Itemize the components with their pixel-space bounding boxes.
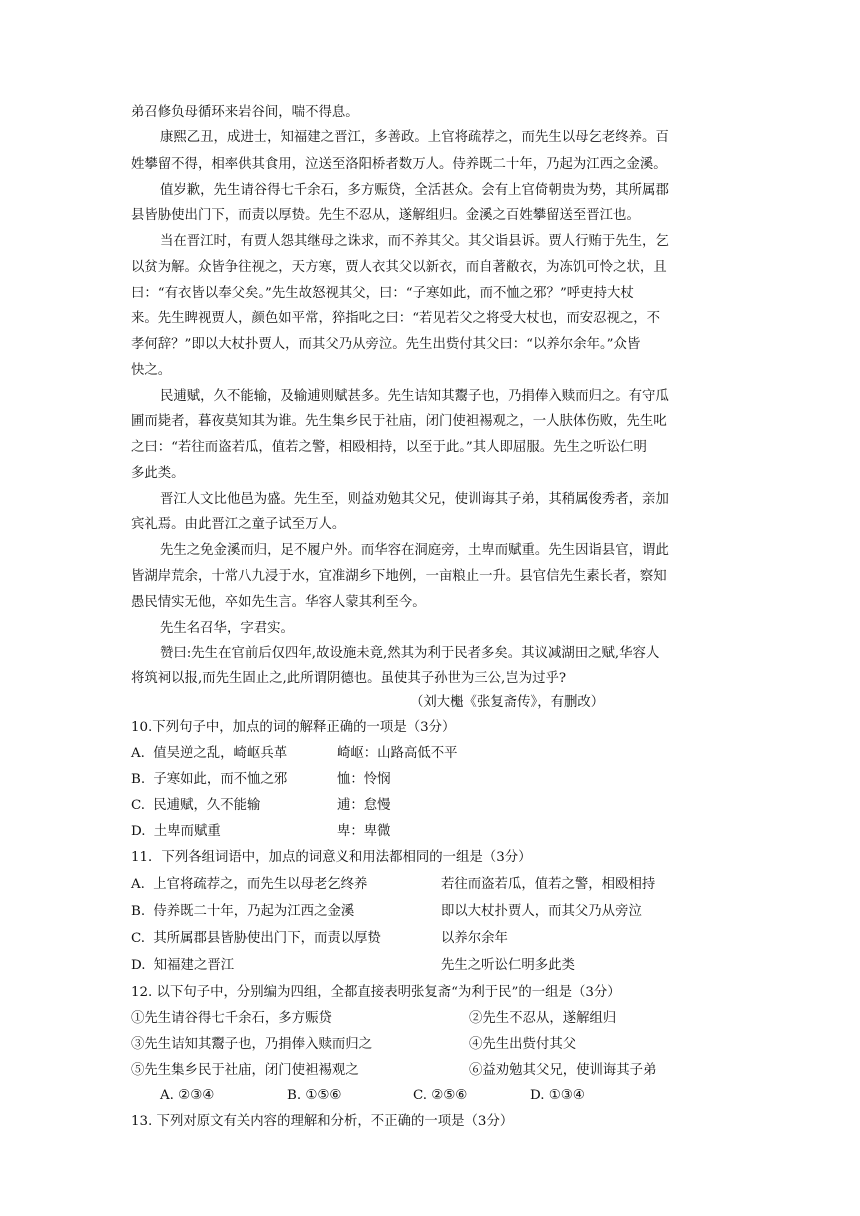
q10-option-b — [131, 771, 287, 789]
q11-option-d — [131, 957, 234, 975]
option-text: 值吴逆之乱，崎岖兵革 — [153, 746, 288, 761]
q10-gloss-c: 逋：怠慢 — [337, 798, 391, 813]
passage-line: 以贫为解。众皆争往视之，天方寒，贾人衣其父以新衣，而自著敝衣，为冻饥可怜之状，且 — [131, 260, 667, 275]
passage-line: 孝何辞？”即以大杖扑贾人，而其父乃从旁泣。先生出赀付其父曰：“以养尔余年。”众皆 — [131, 337, 641, 352]
q12-item: ③先生诘知其鬻子也，乃捐俸入赎而归之 — [131, 1037, 373, 1052]
passage-line: 值岁歉，先生请谷得七千余石，多方赈贷，全活甚众。会有上官倚朝贵为势，其所属郡 — [160, 183, 669, 198]
q11-option-c — [131, 930, 381, 948]
option-letter: C. — [131, 798, 146, 813]
passage-line: 弟召修负母循环来岩谷间，喘不得息。 — [131, 105, 359, 120]
question-13-stem: 13. 下列对原文有关内容的理解和分析，不正确的一项是（3分） — [131, 1114, 514, 1129]
passage-line: 快之。 — [131, 363, 172, 378]
q11-option-b-right: 即以大杖扑贾人，而其父乃从旁泣 — [441, 904, 642, 919]
q10-gloss-a: 崎岖：山路高低不平 — [337, 746, 458, 761]
passage-line: 当在晋江时，有贾人怨其继母之诛求，而不养其父。其父诣县诉。贾人行贿于先生，乞 — [160, 234, 669, 249]
q10-option-d — [131, 823, 221, 841]
q12-item: ①先生请谷得七千余石，多方赈贷 — [131, 1011, 332, 1026]
q11-option-a-right: 若往而盗若瓜，值若之警，相殴相持 — [441, 877, 656, 892]
option-left: 知福建之晋江 — [153, 958, 235, 973]
q12-item: ②先生不忍从，遂解组归 — [469, 1011, 617, 1026]
q11-option-c-right: 以养尔余年 — [441, 931, 508, 946]
passage-line: 曰：“有衣皆以奉父矣。”先生故怒视其父，曰：“子寒如此，而不恤之邪？”呼吏持大杖 — [131, 286, 634, 301]
passage-line: 先生之免金溪而归，足不履户外。而华容在洞庭旁，土卑而赋重。先生因诣县官，谓此 — [160, 543, 669, 558]
passage-line: 宾礼焉。由此晋江之童子试至万人。 — [131, 517, 346, 532]
option-letter: B. — [131, 772, 146, 787]
option-left: 其所属郡县皆胁使出门下，而责以厚贽 — [153, 931, 381, 946]
q12-choice-b: B. ①⑤⑥ — [287, 1088, 342, 1103]
passage-line: 皆湖岸荒余，十常八九浸于水，宜准湖乡下地例，一亩粮止一升。县官信先生素长者，察知 — [131, 569, 667, 584]
passage-line: 之曰：“若往而盗若瓜，值若之警，相殴相持，以至于此。”其人即屈服。先生之听讼仁明 — [131, 440, 647, 455]
q12-choice-d: D. ①③④ — [530, 1088, 585, 1103]
passage-line: 晋江人文比他邑为盛。先生至，则益劝勉其父兄，使训诲其子弟，其稍属俊秀者，亲加 — [160, 492, 669, 507]
question-12-stem: 12. 以下句子中，分别编为四组，全都直接表明张复斋“为利于民”的一组是（3分） — [131, 985, 621, 1000]
option-left: 上官将疏荐之，而先生以母老乞终养 — [153, 877, 368, 892]
question-11-stem: 11．下列各组词语中，加点的词意义和用法都相同的一组是（3分） — [131, 850, 532, 865]
option-letter: D. — [131, 958, 146, 973]
option-letter: A. — [131, 746, 145, 761]
option-text: 民逋赋，久不能输 — [153, 798, 261, 813]
passage-line: 来。先生睥视贾人，颜色如平常，猝指叱之曰：“若见若父之将受大杖也，而安忍视之，不 — [131, 311, 661, 326]
q10-gloss-b: 恤：怜悯 — [337, 772, 391, 787]
option-text: 土卑而赋重 — [153, 824, 221, 839]
option-letter: D. — [131, 824, 146, 839]
passage-line: 圃而毙者，暮夜莫知其为谁。先生集乡民于社庙，闭门使袒裼观之，一人肤体伤败，先生叱 — [131, 414, 667, 429]
passage-line: 将筑祠以报,而先生固止之,此所谓阴德也。虽使其子孙世为三公,岂为过乎? — [131, 671, 567, 686]
q10-option-c — [131, 797, 260, 815]
q10-gloss-d: 卑：卑微 — [337, 824, 391, 839]
q10-option-a — [131, 745, 287, 763]
option-letter: A. — [131, 877, 145, 892]
q12-choice-c: C. ②⑤⑥ — [413, 1088, 468, 1103]
q11-option-d-right: 先生之听讼仁明多此类 — [441, 958, 575, 973]
passage-line: 姓攀留不得，相率供其食用，泣送至洛阳桥者数万人。侍养既二十年，乃起为江西之金溪。 — [131, 157, 667, 172]
option-letter: C. — [131, 931, 146, 946]
passage-line: 赞曰:先生在官前后仅四年,故设施未竟,然其为利于民者多矣。其议减湖田之赋,华容人 — [160, 646, 660, 661]
passage-line: 多此类。 — [131, 466, 185, 481]
citation: （刘大櫆《张复斋传》，有删改） — [410, 695, 605, 710]
q12-item: ④先生出赀付其父 — [469, 1037, 577, 1052]
passage-line: 县皆胁使出门下，而责以厚贽。先生不忍从，遂解组归。金溪之百姓攀留送至晋江也。 — [131, 208, 640, 223]
q12-choice-a: A. ②③④ — [160, 1088, 215, 1103]
q11-option-a — [131, 876, 367, 894]
passage-line: 愚民情实无他，卒如先生言。华容人蒙其利至今。 — [131, 595, 426, 610]
passage-line: 先生名召华，字君实。 — [160, 621, 294, 636]
q12-item: ⑤先生集乡民于社庙，闭门使袒裼观之 — [131, 1063, 359, 1078]
question-10-stem: 10.下列句子中，加点的词的解释正确的一项是（3分） — [131, 720, 456, 735]
passage-line: 民逋赋，久不能输，及输逋则赋甚多。先生诘知其鬻子也，乃捐俸入赎而归之。有守瓜 — [160, 389, 669, 404]
option-text: 子寒如此，而不恤之邪 — [153, 772, 288, 787]
q12-item: ⑥益劝勉其父兄，使训诲其子弟 — [469, 1063, 657, 1078]
option-left: 侍养既二十年，乃起为江西之金溪 — [153, 904, 355, 919]
option-letter: B. — [131, 904, 146, 919]
passage-line: 康熙乙丑，成进士，知福建之晋江，多善政。上官将疏荐之，而先生以母乞老终养。百 — [160, 130, 669, 145]
q11-option-b — [131, 903, 354, 921]
